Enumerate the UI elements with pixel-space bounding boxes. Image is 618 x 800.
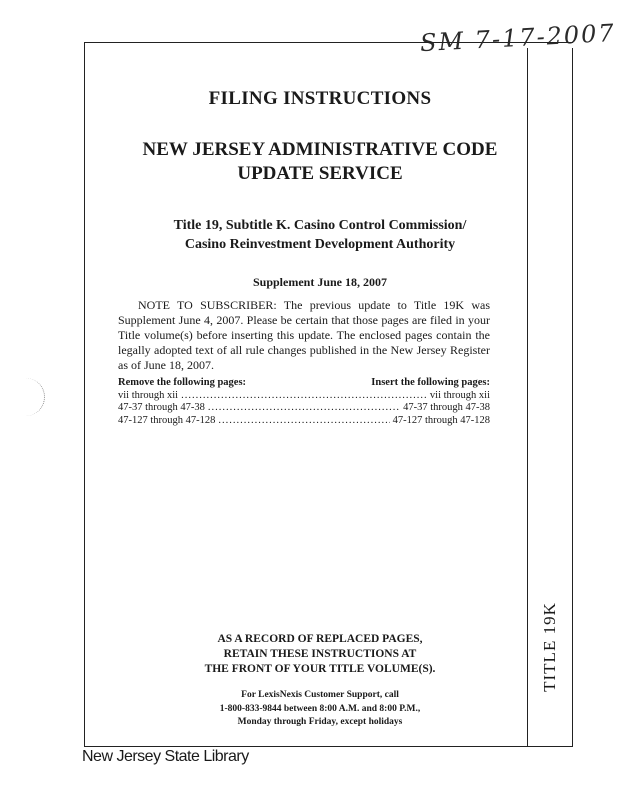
dot-leader: [181, 390, 427, 403]
record-notice-line-1: AS A RECORD OF REPLACED PAGES,: [217, 633, 423, 645]
insert-pages-cell: 47-37 through 47-38: [403, 402, 490, 413]
customer-support-info: [160, 689, 480, 730]
dot-leader: [208, 402, 400, 415]
support-line-2: 1-800-833-9844 between 8:00 A.M. and 8:00 P.M.,: [219, 703, 421, 714]
pages-table: [118, 377, 490, 427]
insert-pages-cell: vii through xii: [429, 389, 490, 401]
table-row: [118, 402, 490, 415]
code-title-line-1: NEW JERSEY ADMINISTRATIVE CODE: [142, 139, 498, 160]
title-tab-label: TITLE 19K: [540, 602, 559, 692]
remove-pages-cell: 47-37 through 47-38: [118, 402, 205, 413]
record-notice-line-3: THE FRONT OF YOUR TITLE VOLUME(S).: [204, 663, 436, 675]
subtitle: [110, 216, 530, 254]
handwritten-date-note: SM 7-17-2007: [419, 18, 617, 58]
remove-pages-cell: vii through xii: [118, 389, 179, 401]
remove-pages-cell: 47-127 through 47-128: [118, 414, 216, 426]
subtitle-line-1: Title 19, Subtitle K. Casino Control Commission/: [173, 218, 467, 233]
binder-hole-mark: [22, 378, 45, 416]
tab-right-border: [572, 48, 573, 747]
table-row: [118, 390, 490, 403]
support-line-3: Monday through Friday, except holidays: [237, 717, 403, 727]
support-line-1: For LexisNexis Customer Support, call: [241, 690, 399, 700]
filing-instructions-heading: FILING INSTRUCTIONS: [208, 88, 432, 109]
code-title: [110, 138, 530, 186]
record-notice: [160, 632, 480, 677]
table-row: [118, 415, 490, 428]
insert-pages-cell: 47-127 through 47-128: [392, 414, 490, 426]
library-stamp: New Jersey State Library: [82, 748, 249, 765]
pages-table-header: [118, 377, 490, 390]
note-to-subscriber: NOTE TO SUBSCRIBER: The previous update to Title 19K was Supplement June 4, 2007. Please be certain that those pages are filed in your Title volume(s) before inserting this update. The enclosed pages contain the legally adopted text of all rule changes published in the New Jersey Register as of June 18, 2007.: [118, 298, 490, 372]
supplement-date: Supplement June 18, 2007: [252, 275, 388, 289]
insert-pages-header: Insert the following pages:: [371, 377, 490, 388]
remove-pages-header: Remove the following pages:: [118, 377, 247, 388]
record-notice-line-2: RETAIN THESE INSTRUCTIONS AT: [223, 648, 417, 660]
dot-leader: [218, 415, 389, 428]
code-title-line-2: UPDATE SERVICE: [237, 163, 403, 184]
subtitle-line-2: Casino Reinvestment Development Authority: [184, 237, 456, 252]
